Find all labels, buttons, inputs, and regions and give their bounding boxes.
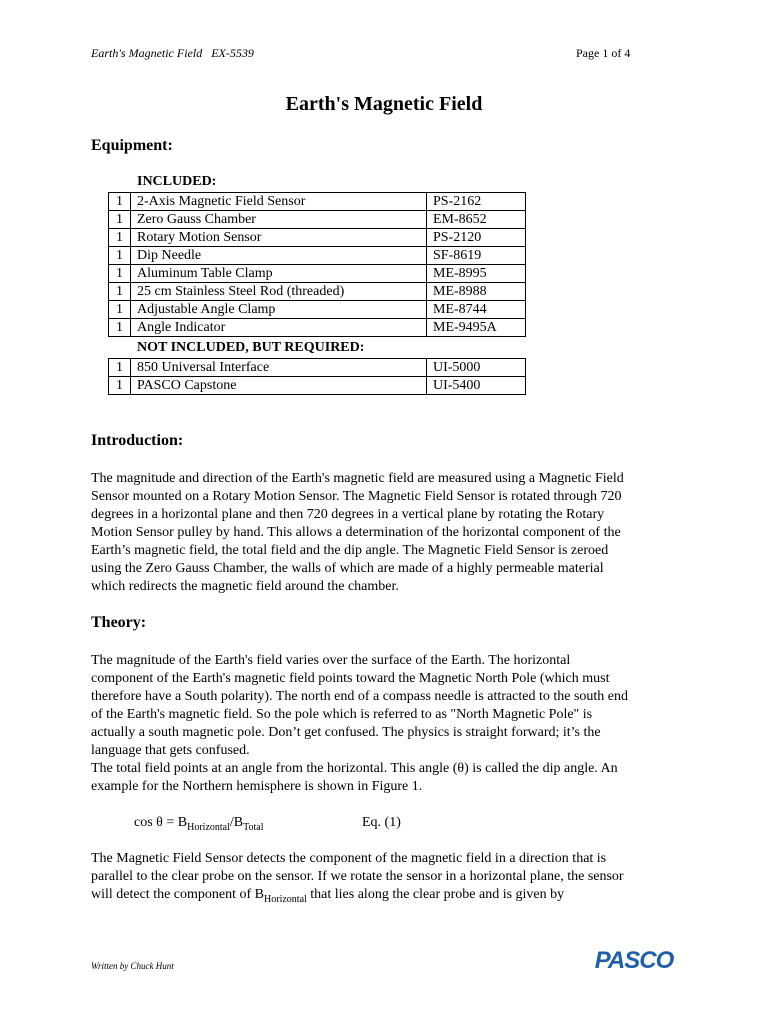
code-cell: UI-5000 <box>427 359 526 377</box>
qty-cell: 1 <box>109 247 131 265</box>
qty-cell: 1 <box>109 359 131 377</box>
code-cell: UI-5400 <box>427 377 526 395</box>
name-cell: Zero Gauss Chamber <box>131 211 427 229</box>
theory-line: language that gets confused. <box>91 743 250 758</box>
equation-number: Eq. (1) <box>362 815 401 830</box>
qty-cell: 1 <box>109 229 131 247</box>
qty-cell: 1 <box>109 283 131 301</box>
qty-cell: 1 <box>109 377 131 395</box>
sensor-line-1: The Magnetic Field Sensor detects the component of the magnetic field in a direction that is <box>91 851 607 866</box>
introduction-line: which redirects the magnetic field around the chamber. <box>91 579 399 594</box>
theory-line: The total field points at an angle from the horizontal. This angle (θ) is called the dip angle. An <box>91 761 618 776</box>
name-cell: Angle Indicator <box>131 319 427 337</box>
qty-cell: 1 <box>109 193 131 211</box>
introduction-paragraph <box>91 470 691 596</box>
theory-line: The magnitude of the Earth's field varies over the surface of the Earth. The horizontal <box>91 653 571 668</box>
sensor-line-3-pre: will detect the component of B <box>91 887 265 902</box>
equipment-row <box>109 211 526 229</box>
equation-mid: /B <box>229 815 244 830</box>
header-page-number: Page 1 of 4 <box>576 46 631 60</box>
code-cell: ME-8988 <box>427 283 526 301</box>
equipment-row <box>109 377 526 395</box>
code-cell: ME-8995 <box>427 265 526 283</box>
theory-line: therefore have a South polarity). The north end of a compass needle is attracted to the south end <box>91 689 629 704</box>
introduction-heading: Introduction: <box>91 432 184 449</box>
included-label: INCLUDED: <box>137 174 217 189</box>
theory-heading: Theory: <box>91 614 147 631</box>
sensor-line-3-post: that lies along the clear probe and is given by <box>306 887 565 902</box>
header-doc-title: Earth's Magnetic Field EX-5539 <box>91 46 254 60</box>
pasco-logo-text: PASCO <box>594 948 674 972</box>
sensor-line-3-sub: Horizontal <box>264 893 307 905</box>
introduction-line: Sensor mounted on a Rotary Motion Sensor. The Magnetic Field Sensor is rotated through 720 <box>91 489 622 504</box>
equation-sub-total: Total <box>243 821 264 833</box>
equipment-row <box>109 193 526 211</box>
sensor-line-2: parallel to the clear probe on the sensor. If we rotate the sensor in a horizontal plane, the sensor <box>91 869 624 884</box>
code-cell: ME-8744 <box>427 301 526 319</box>
theory-line: of the Earth's magnetic field. So the pole which is referred to as "North Magnetic Pole" is <box>91 707 593 722</box>
equation-sub-horizontal: Horizontal <box>187 821 230 833</box>
introduction-line: Earth’s magnetic field, the total field and the dip angle. The Magnetic Field Sensor is zeroed <box>91 543 609 558</box>
code-cell: PS-2162 <box>427 193 526 211</box>
introduction-line: The magnitude and direction of the Earth's magnetic field are measured using a Magnetic Field <box>91 471 624 486</box>
name-cell: Aluminum Table Clamp <box>131 265 427 283</box>
code-cell: SF-8619 <box>427 247 526 265</box>
sensor-line-3 <box>91 886 691 909</box>
name-cell: 850 Universal Interface <box>131 359 427 377</box>
theory-line: component of the Earth's magnetic field points toward the Magnetic North Pole (which must <box>91 671 610 686</box>
pasco-logo <box>588 948 680 972</box>
introduction-line: degrees in a horizontal plane and then 720 degrees in a vertical plane by rotating the Rotary <box>91 507 605 522</box>
introduction-line: Motion Sensor pulley by hand. This allows a determination of the horizontal component of the <box>91 525 621 540</box>
introduction-line: using the Zero Gauss Chamber, the walls of which are made of a highly permeable material <box>91 561 604 576</box>
equipment-row <box>109 301 526 319</box>
theory-line: example for the Northern hemisphere is shown in Figure 1. <box>91 779 423 794</box>
theory-paragraph <box>91 652 691 796</box>
qty-cell: 1 <box>109 211 131 229</box>
qty-cell: 1 <box>109 265 131 283</box>
sensor-paragraph <box>91 850 691 909</box>
equation-lhs: cos θ = B <box>134 815 188 830</box>
name-cell: Dip Needle <box>131 247 427 265</box>
name-cell: PASCO Capstone <box>131 377 427 395</box>
name-cell: Rotary Motion Sensor <box>131 229 427 247</box>
qty-cell: 1 <box>109 301 131 319</box>
equipment-row <box>109 319 526 337</box>
required-table <box>108 358 526 395</box>
code-cell: ME-9495A <box>427 319 526 337</box>
code-cell: EM-8652 <box>427 211 526 229</box>
equipment-row <box>109 283 526 301</box>
required-label: NOT INCLUDED, BUT REQUIRED: <box>137 340 365 355</box>
equipment-row <box>109 265 526 283</box>
qty-cell: 1 <box>109 319 131 337</box>
theory-line: actually a south magnetic pole. Don’t get confused. The physics is straight forward; it’s the <box>91 725 601 740</box>
footer-author: Written by Chuck Hunt <box>91 961 174 971</box>
name-cell: Adjustable Angle Clamp <box>131 301 427 319</box>
equipment-row <box>109 247 526 265</box>
included-table <box>108 192 526 337</box>
name-cell: 2-Axis Magnetic Field Sensor <box>131 193 427 211</box>
equation-1 <box>134 815 264 833</box>
name-cell: 25 cm Stainless Steel Rod (threaded) <box>131 283 427 301</box>
page-title: Earth's Magnetic Field <box>285 93 483 115</box>
equipment-row <box>109 229 526 247</box>
equipment-row <box>109 359 526 377</box>
code-cell: PS-2120 <box>427 229 526 247</box>
equipment-heading: Equipment: <box>91 137 173 154</box>
